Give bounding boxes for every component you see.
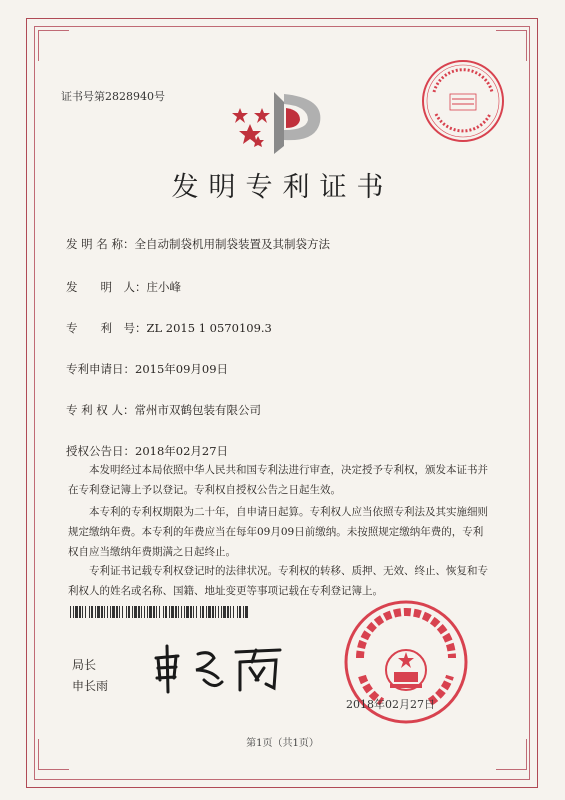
corner-ornament (496, 30, 527, 61)
field-grant-date (66, 443, 228, 459)
certificate-paragraph: 专利证书记载专利权登记时的法律状况。专利权的转移、质押、无效、终止、恢复和专利权人的姓名或名称、国籍、地址变更等事项记载在专利登记簿上。 (68, 565, 488, 597)
field-filing-date (66, 361, 228, 377)
certificate-paragraph: 本专利的专利权期限为二十年，自申请日起算。专利权人应当依照专利法及其实施细则规定缴纳年费。本专利的年费应当在每年09月09日前缴纳。未按照规定缴纳年费的，专利权自应当缴纳年费期满之日起终止。 (68, 506, 488, 558)
field-value: 常州市双鹤包装有限公司 (134, 403, 261, 417)
certificate-paragraph: 本发明经过本局依照中华人民共和国专利法进行审查，决定授予专利权，颁发本证书并在专利登记簿上予以登记。专利权自授权公告之日起生效。 (68, 464, 488, 496)
field-value: 庄小峰 (146, 280, 181, 294)
field-label: 发 明 名 称： (66, 237, 135, 251)
field-label: 发 明 人： (66, 280, 147, 294)
field-label: 授权公告日： (66, 444, 135, 458)
barcode-icon (70, 606, 250, 618)
signatory-title: 局长 (72, 658, 97, 672)
field-label: 专利申请日： (66, 362, 135, 376)
field-patentee (66, 402, 261, 418)
field-label: 专 利 号： (66, 321, 147, 335)
field-value: 全自动制袋机用制袋装置及其制袋方法 (134, 237, 330, 251)
field-patent-number (66, 320, 272, 336)
patent-office-logo-icon (228, 88, 338, 158)
field-value: 2018年02月27日 (135, 444, 229, 458)
field-value: 2015年09月09日 (135, 362, 229, 376)
page-title: 发明专利证书 (171, 172, 394, 203)
page-footer: 第1页（共1页） (246, 738, 319, 749)
signatory-name: 申长雨 (72, 679, 109, 693)
field-inventor (66, 279, 181, 295)
field-value: ZL 2015 1 0570109.3 (146, 321, 272, 335)
corner-ornament (38, 30, 69, 61)
seal-date: 2018年02月27日 (346, 698, 435, 711)
certificate-number: 证书号第2828940号 (61, 90, 165, 103)
agency-seal-icon (420, 58, 506, 144)
field-label: 专 利 权 人： (66, 403, 135, 417)
field-invention-name (66, 236, 330, 252)
handwritten-signature-icon (148, 640, 288, 695)
